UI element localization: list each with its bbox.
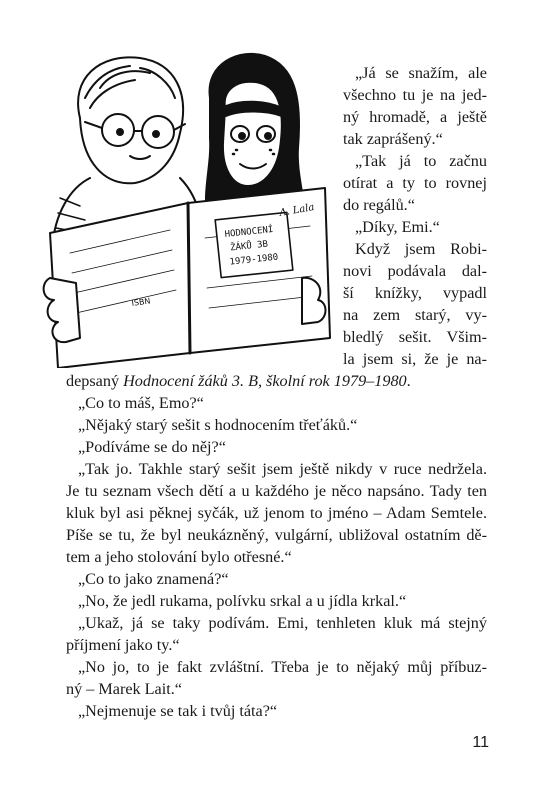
text-line-1: „Já se snažím, ale bbox=[355, 64, 487, 82]
text-line-3: ný hromadě, a ještě bbox=[343, 108, 487, 126]
text-line-19: „Tak jo. Takhle starý sešit jsem ještě nikdy v ruce nedržela. bbox=[78, 460, 487, 478]
text-line-10: novi podávala dal- bbox=[343, 262, 487, 280]
notebook-stamp: ISBN bbox=[131, 296, 152, 308]
text-line-13: bledlý sešit. Všim- bbox=[343, 328, 487, 346]
text-line-4: tak zaprášený.“ bbox=[343, 130, 443, 148]
text-line-18: „Podíváme se do něj?“ bbox=[78, 438, 226, 456]
text-line-22: Píše se tu, že byl neukázněný, vulgární, ubližoval ostatním dě- bbox=[66, 526, 487, 544]
text-line-12: na zem starý, vy- bbox=[343, 306, 487, 324]
text-line-11: ší knížky, vypadl bbox=[343, 284, 487, 302]
illustrator-signature: A. Lala bbox=[278, 201, 316, 219]
text-line-15-post: . bbox=[406, 372, 411, 390]
notebook-label-line-1: HODNOCENÍ bbox=[224, 224, 274, 240]
notebook-label-line-2: ŽÁKŮ 3B bbox=[229, 239, 269, 254]
text-line-17: „Nějaký starý sešit s hodnocením třeťáků.“ bbox=[78, 416, 358, 434]
text-line-21: kluk byl asi pěknej syčák, už jenom to jméno – Adam Semtele. bbox=[66, 504, 487, 522]
text-line-16: „Co to máš, Emo?“ bbox=[78, 394, 204, 412]
text-line-7: do regálů.“ bbox=[343, 196, 415, 214]
text-line-9: Když jsem Robi- bbox=[355, 240, 487, 258]
text-line-24: „Co to jako znamená?“ bbox=[78, 570, 229, 588]
children-reading-illustration bbox=[40, 38, 340, 368]
text-line-27: příjmení jako ty.“ bbox=[66, 636, 180, 654]
text-line-28: „No jo, to je fakt zvláštní. Třeba je to nějaký můj příbuz- bbox=[78, 658, 487, 676]
text-line-8: „Díky, Emi.“ bbox=[355, 218, 440, 236]
text-line-2: všechno tu je na jed- bbox=[343, 86, 487, 104]
text-line-15 bbox=[66, 371, 411, 391]
text-line-29: ný – Marek Lait.“ bbox=[66, 680, 182, 698]
text-line-20: Je tu seznam všech dětí a u každého je něco napsáno. Tady ten bbox=[66, 482, 487, 500]
text-line-15-pre: depsaný bbox=[66, 372, 124, 390]
notebook-label-line-3: 1979-1980 bbox=[229, 252, 279, 268]
text-line-23: tem a jeho stolování bylo otřesné.“ bbox=[66, 548, 292, 566]
text-line-30: „Nejmenuje se tak i tvůj táta?“ bbox=[78, 702, 278, 720]
text-line-5: „Tak já to začnu bbox=[355, 152, 487, 170]
text-line-6: otírat a ty to rovnej bbox=[343, 174, 487, 192]
notebook-title: Hodnocení žáků 3. B, školní rok 1979–1980 bbox=[123, 372, 407, 390]
text-line-14: la jsem si, že je na- bbox=[343, 350, 487, 368]
text-line-25: „No, že jedl rukama, polívku srkal a u jídla krkal.“ bbox=[78, 592, 407, 610]
text-line-26: „Ukaž, já se taky podívám. Emi, tenhleten kluk má stejný bbox=[78, 614, 487, 632]
page-number: 11 bbox=[472, 734, 489, 751]
